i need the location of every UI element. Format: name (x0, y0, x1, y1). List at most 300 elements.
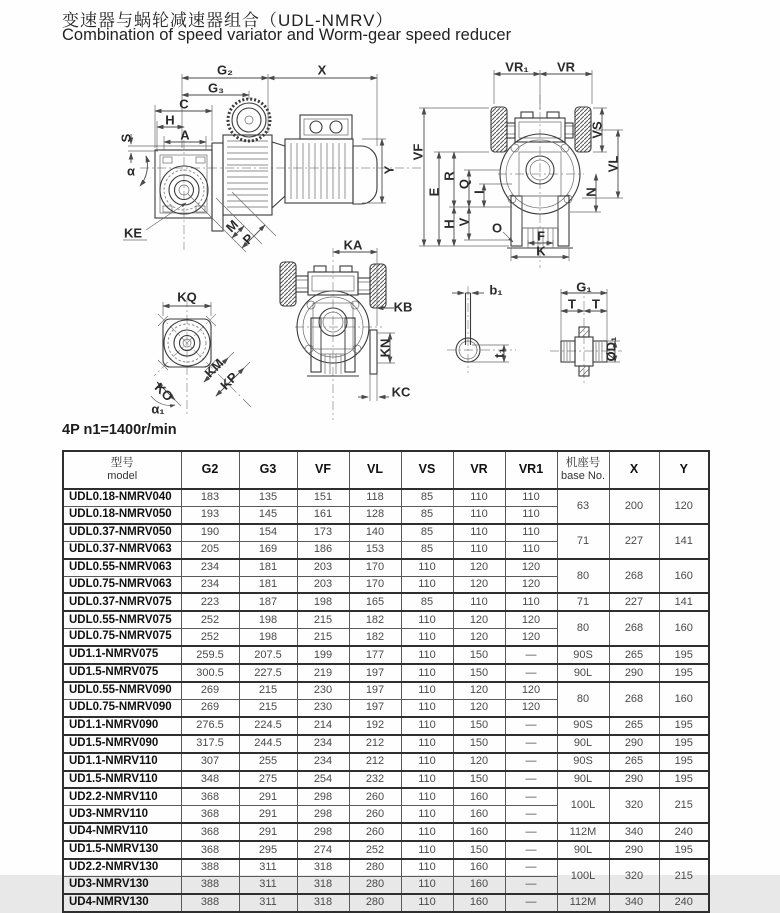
model-cell: UD4-NMRV130 (63, 894, 181, 912)
value-cell: 307 (181, 753, 239, 771)
value-cell: 110 (401, 735, 453, 753)
table-row (63, 735, 709, 753)
model-cell: UD1.5-NMRV090 (63, 735, 181, 753)
x-cell: 268 (609, 559, 659, 594)
value-cell: 186 (297, 541, 349, 558)
value-cell: 110 (401, 576, 453, 593)
x-cell: 290 (609, 771, 659, 789)
model-cell: UDL0.55-NMRV075 (63, 611, 181, 628)
model-cell: UD1.1-NMRV075 (63, 646, 181, 664)
value-cell: 192 (349, 717, 401, 735)
dim-label-h2: H (441, 219, 457, 229)
value-cell: 154 (239, 524, 297, 541)
value-cell: 215 (239, 682, 297, 699)
dim-label-e: E (426, 187, 442, 197)
value-cell: 252 (181, 629, 239, 646)
value-cell: 230 (297, 699, 349, 716)
dim-label-x: X (317, 62, 327, 78)
value-cell: 169 (239, 541, 297, 558)
table-row (63, 788, 709, 805)
value-cell: 388 (181, 876, 239, 893)
value-cell: 368 (181, 788, 239, 805)
value-cell: 234 (297, 735, 349, 753)
value-cell: 110 (401, 611, 453, 628)
value-cell: 128 (349, 506, 401, 523)
x-cell: 268 (609, 611, 659, 646)
dim-label-r: R (441, 171, 457, 181)
table-header (63, 451, 709, 489)
value-cell: 110 (401, 859, 453, 876)
dim-label-n: N (583, 187, 599, 197)
value-cell: 198 (297, 593, 349, 611)
table-row (63, 593, 709, 611)
base-no-cell: 100L (557, 859, 609, 894)
value-cell: 198 (239, 611, 297, 628)
value-cell: 291 (239, 806, 297, 823)
column-header: VS (401, 451, 453, 489)
base-no-cell: 112M (557, 894, 609, 912)
value-cell: 190 (181, 524, 239, 541)
x-cell: 340 (609, 894, 659, 912)
value-cell: 280 (349, 894, 401, 912)
dim-label-q: Q (456, 178, 472, 190)
value-cell: 252 (181, 611, 239, 628)
value-cell: 110 (401, 806, 453, 823)
value-cell: 120 (505, 699, 557, 716)
value-cell: 207.5 (239, 646, 297, 664)
value-cell: 291 (239, 788, 297, 805)
dim-label-vf: VF (410, 143, 426, 161)
table-body (63, 489, 709, 912)
value-cell: — (505, 664, 557, 682)
value-cell: 260 (349, 806, 401, 823)
model-cell: UDL0.55-NMRV063 (63, 559, 181, 576)
dim-label-g3: G₃ (207, 80, 225, 96)
value-cell: 110 (401, 841, 453, 859)
model-cell: UD2.2-NMRV130 (63, 859, 181, 876)
dim-label-y: Y (381, 165, 397, 175)
table-row (63, 841, 709, 859)
value-cell: 368 (181, 823, 239, 841)
value-cell: 199 (297, 646, 349, 664)
column-header: VR (453, 451, 505, 489)
x-cell: 227 (609, 524, 659, 559)
dim-label-kc: KC (391, 384, 411, 400)
table-row (63, 859, 709, 876)
value-cell: 120 (453, 576, 505, 593)
model-cell: UD3-NMRV110 (63, 806, 181, 823)
base-no-cell: 80 (557, 559, 609, 594)
table-row (63, 771, 709, 789)
value-cell: 181 (239, 576, 297, 593)
value-cell: 120 (453, 629, 505, 646)
model-cell: UD1.1-NMRV090 (63, 717, 181, 735)
dim-label-kq: KQ (177, 289, 197, 305)
value-cell: 197 (349, 664, 401, 682)
value-cell: 298 (297, 806, 349, 823)
value-cell: 177 (349, 646, 401, 664)
x-cell: 290 (609, 664, 659, 682)
value-cell: 368 (181, 806, 239, 823)
y-cell: 195 (659, 735, 709, 753)
value-cell: 160 (453, 823, 505, 841)
value-cell: 317.5 (181, 735, 239, 753)
value-cell: 269 (181, 699, 239, 716)
value-cell: 275 (239, 771, 297, 789)
value-cell: 183 (181, 489, 239, 506)
value-cell: 227.5 (239, 664, 297, 682)
value-cell: 110 (401, 771, 453, 789)
dim-label-vs: VS (589, 121, 605, 139)
dim-label-t1: t₁ (491, 348, 507, 358)
value-cell: 110 (453, 489, 505, 506)
dim-label-o: O (491, 220, 503, 236)
technical-drawings-svg (0, 0, 780, 430)
model-cell: UDL0.75-NMRV075 (63, 629, 181, 646)
dim-label-vr: VR (556, 59, 576, 75)
dim-label-t-right: T (592, 296, 600, 312)
value-cell: 160 (453, 894, 505, 912)
table-row (63, 682, 709, 699)
dim-label-vl: VL (605, 155, 621, 173)
y-cell: 240 (659, 823, 709, 841)
value-cell: 140 (349, 524, 401, 541)
value-cell: 110 (401, 876, 453, 893)
value-cell: 161 (297, 506, 349, 523)
y-cell: 215 (659, 859, 709, 894)
column-header: VF (297, 451, 349, 489)
x-cell: 200 (609, 489, 659, 524)
value-cell: 110 (505, 489, 557, 506)
value-cell: 170 (349, 559, 401, 576)
model-cell: UDL0.75-NMRV063 (63, 576, 181, 593)
y-cell: 195 (659, 646, 709, 664)
value-cell: 300.5 (181, 664, 239, 682)
dim-label-m: M (222, 216, 242, 236)
value-cell: 120 (453, 699, 505, 716)
value-cell: 193 (181, 506, 239, 523)
value-cell: 260 (349, 823, 401, 841)
value-cell: 234 (181, 559, 239, 576)
dim-label-k: K (536, 243, 546, 259)
value-cell: 110 (401, 629, 453, 646)
dim-label-g2: G₂ (217, 62, 233, 78)
page-title-english: Combination of speed variator and Worm-gear speed reducer (62, 26, 512, 44)
model-cell: UD1.5-NMRV075 (63, 664, 181, 682)
value-cell: 219 (297, 664, 349, 682)
value-cell: 120 (505, 559, 557, 576)
value-cell: 311 (239, 876, 297, 893)
value-cell: 255 (239, 753, 297, 771)
x-cell: 265 (609, 646, 659, 664)
value-cell: 318 (297, 859, 349, 876)
value-cell: 197 (349, 699, 401, 716)
model-cell: UD2.2-NMRV110 (63, 788, 181, 805)
value-cell: 85 (401, 506, 453, 523)
x-cell: 290 (609, 735, 659, 753)
value-cell: 160 (453, 788, 505, 805)
column-header: VR1 (505, 451, 557, 489)
value-cell: 110 (453, 541, 505, 558)
model-cell: UDL0.37-NMRV075 (63, 593, 181, 611)
dim-label-alpha: α (127, 163, 135, 179)
column-header: 机座号 base No. (557, 451, 609, 489)
value-cell: 234 (297, 753, 349, 771)
page-title-chinese: 变速器与蜗轮减速器组合（UDL-NMRV） (62, 11, 394, 30)
table-row (63, 664, 709, 682)
base-no-cell: 90S (557, 646, 609, 664)
model-cell: UD1.5-NMRV110 (63, 771, 181, 789)
value-cell: 318 (297, 876, 349, 893)
value-cell: 170 (349, 576, 401, 593)
value-cell: 150 (453, 646, 505, 664)
dim-label-vr1: VR₁ (505, 59, 529, 75)
table-row (63, 524, 709, 541)
value-cell: 110 (401, 559, 453, 576)
value-cell: 298 (297, 788, 349, 805)
value-cell: 181 (239, 559, 297, 576)
dim-label-p: P (239, 230, 257, 248)
y-cell: 141 (659, 524, 709, 559)
value-cell: — (505, 841, 557, 859)
model-cell: UDL0.37-NMRV063 (63, 541, 181, 558)
value-cell: 254 (297, 771, 349, 789)
value-cell: 120 (505, 611, 557, 628)
value-cell: 291 (239, 823, 297, 841)
base-no-cell: 80 (557, 682, 609, 717)
value-cell: 269 (181, 682, 239, 699)
value-cell: 150 (453, 735, 505, 753)
drawing-output-shaft (550, 284, 622, 385)
dim-label-ke: KE (123, 225, 143, 241)
base-no-cell: 100L (557, 788, 609, 823)
value-cell: — (505, 806, 557, 823)
value-cell: 214 (297, 717, 349, 735)
model-cell: UDL0.55-NMRV090 (63, 682, 181, 699)
drawing-side-assembly (123, 74, 422, 252)
value-cell: 151 (297, 489, 349, 506)
value-cell: 173 (297, 524, 349, 541)
dim-label-c: C (179, 96, 189, 112)
technical-drawings (0, 0, 780, 430)
dim-label-h: H (165, 112, 175, 128)
value-cell: 280 (349, 859, 401, 876)
base-no-cell: 71 (557, 524, 609, 559)
dim-label-d1: ØD₁ (603, 336, 619, 362)
value-cell: 110 (453, 593, 505, 611)
value-cell: 110 (453, 506, 505, 523)
value-cell: 160 (453, 859, 505, 876)
model-cell: UDL0.18-NMRV040 (63, 489, 181, 506)
y-cell: 120 (659, 489, 709, 524)
value-cell: 234 (181, 576, 239, 593)
x-cell: 340 (609, 823, 659, 841)
column-header: G2 (181, 451, 239, 489)
value-cell: — (505, 753, 557, 771)
table-row (63, 646, 709, 664)
dim-label-a: A (180, 127, 190, 143)
value-cell: 182 (349, 611, 401, 628)
dim-label-v: V (456, 217, 472, 227)
value-cell: 110 (401, 717, 453, 735)
y-cell: 215 (659, 788, 709, 823)
y-cell: 240 (659, 894, 709, 912)
value-cell: 259.5 (181, 646, 239, 664)
value-cell: 110 (505, 506, 557, 523)
value-cell: 85 (401, 541, 453, 558)
model-cell: UDL0.75-NMRV090 (63, 699, 181, 716)
value-cell: 110 (401, 646, 453, 664)
value-cell: 153 (349, 541, 401, 558)
value-cell: 110 (401, 894, 453, 912)
value-cell: 244.5 (239, 735, 297, 753)
dim-label-kn: KN (377, 338, 393, 358)
dim-label-g1: G₁ (576, 279, 592, 295)
value-cell: 110 (505, 541, 557, 558)
dim-label-s: S (118, 133, 134, 143)
value-cell: 85 (401, 524, 453, 541)
value-cell: 85 (401, 489, 453, 506)
x-cell: 268 (609, 682, 659, 717)
value-cell: 212 (349, 735, 401, 753)
column-header: G3 (239, 451, 297, 489)
column-header: 型号 model (63, 451, 181, 489)
value-cell: 197 (349, 682, 401, 699)
speed-note: 4P n1=1400r/min (62, 422, 177, 438)
value-cell: — (505, 894, 557, 912)
value-cell: 215 (239, 699, 297, 716)
base-no-cell: 90S (557, 753, 609, 771)
value-cell: 120 (505, 629, 557, 646)
value-cell: 311 (239, 859, 297, 876)
drawing-front-view (419, 70, 623, 268)
value-cell: 110 (453, 524, 505, 541)
value-cell: 110 (401, 788, 453, 805)
model-cell: UD1.1-NMRV110 (63, 753, 181, 771)
dimension-spec-table (62, 450, 710, 913)
dim-label-i: I (471, 190, 487, 194)
y-cell: 195 (659, 753, 709, 771)
dim-label-alpha1: α₁ (151, 401, 165, 417)
value-cell: 348 (181, 771, 239, 789)
value-cell: 120 (505, 576, 557, 593)
value-cell: 212 (349, 753, 401, 771)
x-cell: 265 (609, 717, 659, 735)
model-cell: UD3-NMRV130 (63, 876, 181, 893)
x-cell: 320 (609, 859, 659, 894)
value-cell: 110 (401, 699, 453, 716)
x-cell: 227 (609, 593, 659, 611)
value-cell: 120 (453, 611, 505, 628)
base-no-cell: 90L (557, 664, 609, 682)
value-cell: 160 (453, 806, 505, 823)
value-cell: — (505, 771, 557, 789)
value-cell: 232 (349, 771, 401, 789)
value-cell: — (505, 876, 557, 893)
value-cell: 260 (349, 788, 401, 805)
base-no-cell: 90L (557, 841, 609, 859)
y-cell: 195 (659, 717, 709, 735)
value-cell: 120 (505, 682, 557, 699)
value-cell: 150 (453, 771, 505, 789)
value-cell: 203 (297, 576, 349, 593)
y-cell: 160 (659, 559, 709, 594)
table-row (63, 823, 709, 841)
y-cell: 141 (659, 593, 709, 611)
value-cell: 110 (505, 524, 557, 541)
table-row (63, 611, 709, 628)
value-cell: 311 (239, 894, 297, 912)
value-cell: 165 (349, 593, 401, 611)
value-cell: 224.5 (239, 717, 297, 735)
value-cell: 276.5 (181, 717, 239, 735)
value-cell: 135 (239, 489, 297, 506)
drawing-variator-front (280, 248, 395, 420)
y-cell: 195 (659, 771, 709, 789)
value-cell: — (505, 735, 557, 753)
value-cell: 388 (181, 859, 239, 876)
value-cell: 230 (297, 682, 349, 699)
value-cell: 120 (453, 559, 505, 576)
value-cell: 368 (181, 841, 239, 859)
y-cell: 195 (659, 664, 709, 682)
dim-label-kb: KB (393, 299, 413, 315)
base-no-cell: 71 (557, 593, 609, 611)
y-cell: 160 (659, 611, 709, 646)
value-cell: — (505, 646, 557, 664)
column-header: Y (659, 451, 709, 489)
dim-label-ko: KO (151, 379, 177, 405)
value-cell: 215 (297, 611, 349, 628)
dim-label-f: F (537, 228, 545, 244)
value-cell: 150 (453, 664, 505, 682)
value-cell: 110 (401, 664, 453, 682)
value-cell: 150 (453, 841, 505, 859)
value-cell: 120 (453, 753, 505, 771)
value-cell: — (505, 717, 557, 735)
value-cell: 252 (349, 841, 401, 859)
drawing-keyway-section (447, 282, 516, 373)
value-cell: 223 (181, 593, 239, 611)
table-row (63, 753, 709, 771)
value-cell: — (505, 788, 557, 805)
x-cell: 320 (609, 788, 659, 823)
model-cell: UD4-NMRV110 (63, 823, 181, 841)
table-row (63, 559, 709, 576)
value-cell: 215 (297, 629, 349, 646)
value-cell: 187 (239, 593, 297, 611)
value-cell: 295 (239, 841, 297, 859)
value-cell: 110 (401, 753, 453, 771)
drawing-output-flange (151, 298, 251, 415)
column-header: X (609, 451, 659, 489)
x-cell: 265 (609, 753, 659, 771)
value-cell: 388 (181, 894, 239, 912)
column-header: VL (349, 451, 401, 489)
value-cell: 160 (453, 876, 505, 893)
value-cell: 145 (239, 506, 297, 523)
model-cell: UD1.5-NMRV130 (63, 841, 181, 859)
base-no-cell: 80 (557, 611, 609, 646)
y-cell: 195 (659, 841, 709, 859)
dim-label-t-left: T (568, 296, 576, 312)
y-cell: 160 (659, 682, 709, 717)
table-row (63, 717, 709, 735)
value-cell: 150 (453, 717, 505, 735)
model-cell: UDL0.37-NMRV050 (63, 524, 181, 541)
dim-label-ka: KA (343, 237, 363, 253)
dim-label-kp: KP (217, 369, 241, 393)
